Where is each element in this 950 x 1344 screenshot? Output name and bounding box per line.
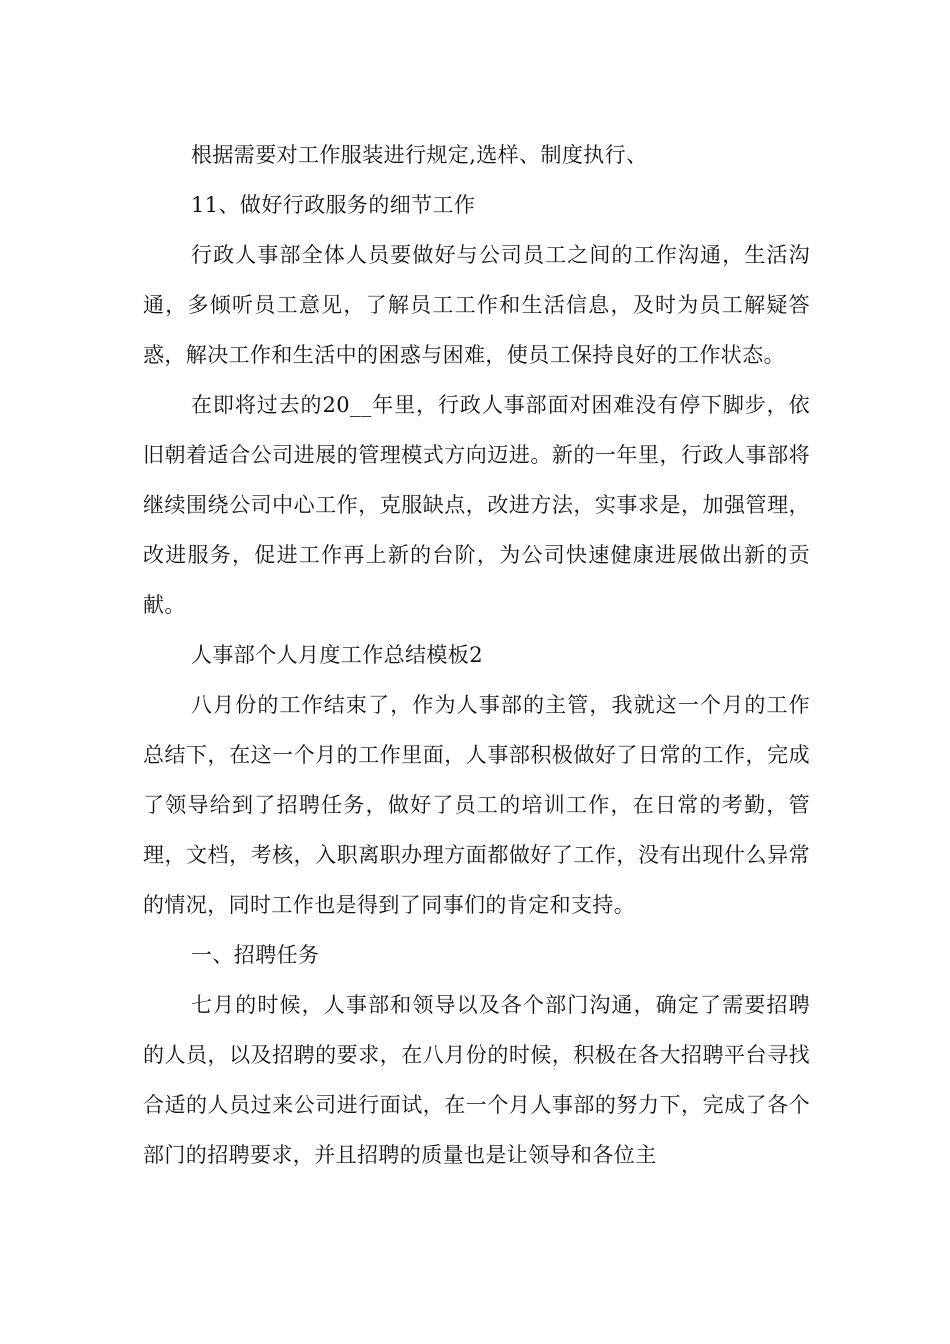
paragraph-year-summary: 在即将过去的20__年里，行政人事部面对困难没有停下脚步，依旧朝着适合公司进展的管理模式方向迈进。新的一年里，行政人事部将继续围绕公司中心工作，克服缺点，改进方法，实事求是，加强管理，改进服务，促进工作再上新的台阶，为公司快速健康进展做出新的贡献。 <box>143 393 810 617</box>
paragraph-august-summary: 八月份的工作结束了，作为人事部的主管，我就这一个月的工作总结下，在这一个月的工作里面，人事部积极做好了日常的工作，完成了领导给到了招聘任务，做好了员工的培训工作，在日常的考勤，管理，文档，考核，入职离职办理方面都做好了工作，没有出现什么异常的情况，同时工作也是得到了同事们的肯定和支持。 <box>143 693 810 917</box>
paragraph-uniform-rules: 根据需要对工作服装进行规定,选样、制度执行、 <box>191 143 648 167</box>
paragraph-recruitment-details: 七月的时候，人事部和领导以及各个部门沟通，确定了需要招聘的人员，以及招聘的要求，在八月份的时候，积极在各大招聘平台寻找合适的人员过来公司进行面试，在一个月人事部的努力下，完成了各个部门的招聘要求，并且招聘的质量也是让领导和各位主 <box>143 993 810 1167</box>
section-heading-admin-service-details: 11、做好行政服务的细节工作 <box>191 193 476 217</box>
document-title-template-2: 人事部个人月度工作总结模板2 <box>191 643 483 667</box>
paragraph-employee-communication: 行政人事部全体人员要做好与公司员工之间的工作沟通，生活沟通，多倾听员工意见，了解员工工作和生活信息，及时为员工解疑答惑，解决工作和生活中的困惑与困难，使员工保持良好的工作状态。 <box>143 243 810 367</box>
section-heading-recruitment: 一、招聘任务 <box>191 943 320 967</box>
document-body <box>143 130 810 1180</box>
